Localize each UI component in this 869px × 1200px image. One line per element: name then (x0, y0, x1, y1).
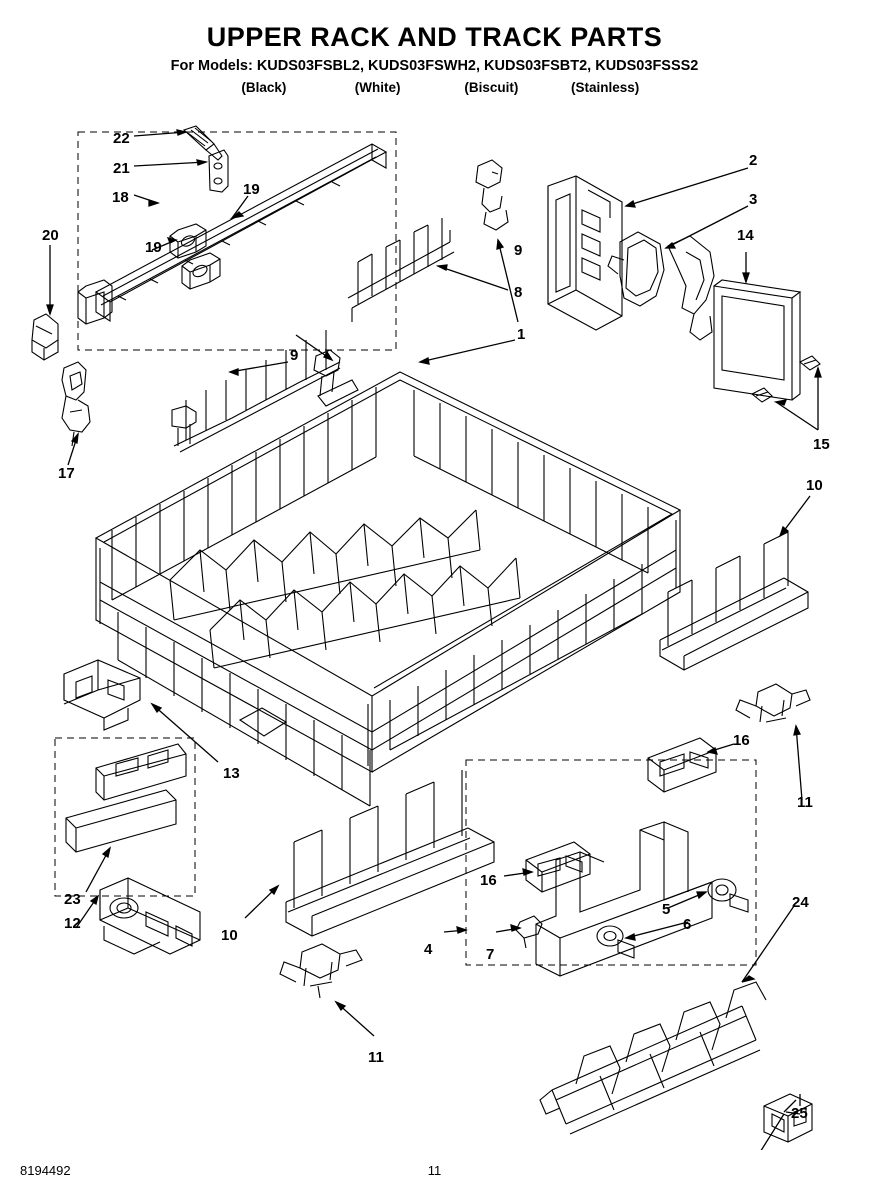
callout-6: 6 (683, 916, 692, 933)
callout-18: 18 (112, 189, 129, 206)
callout-16-lower: 16 (480, 872, 497, 889)
callout-10-right: 10 (806, 477, 823, 494)
callout-12: 12 (64, 915, 81, 932)
callout-16-top: 16 (733, 732, 750, 749)
callout-19-top: 19 (243, 181, 260, 198)
callout-7: 7 (486, 946, 495, 963)
color-label-stainless: (Stainless) (571, 80, 640, 95)
callout-21: 21 (113, 160, 130, 177)
callout-20: 20 (42, 227, 59, 244)
callout-10-bottom: 10 (221, 927, 238, 944)
callout-11-bottom: 11 (368, 1049, 384, 1066)
color-labels (0, 80, 869, 95)
callout-2: 2 (749, 152, 758, 169)
callout-13: 13 (223, 765, 240, 782)
callout-15: 15 (813, 436, 830, 453)
callout-14: 14 (737, 227, 754, 244)
callout-9-middle: 9 (290, 347, 299, 364)
callout-23: 23 (64, 891, 81, 908)
callout-22: 22 (113, 130, 130, 147)
color-label-white: (White) (354, 80, 401, 95)
models-line: For Models: KUDS03FSBL2, KUDS03FSWH2, KUDS03FSBT2, KUDS03FSSS2 (170, 58, 699, 74)
callout-9-top-right: 9 (514, 242, 523, 259)
page-title: UPPER RACK AND TRACK PARTS (206, 22, 663, 52)
callout-24: 24 (792, 894, 809, 911)
callout-11-right: 11 (797, 794, 813, 811)
callout-8: 8 (514, 284, 523, 301)
color-label-biscuit: (Biscuit) (464, 80, 519, 95)
exploded-diagram-artwork (0, 100, 869, 1150)
callout-3: 3 (749, 191, 758, 208)
document-number: 8194492 (20, 1163, 71, 1178)
callout-4: 4 (424, 941, 433, 958)
page-number: 11 (427, 1163, 442, 1178)
callout-1: 1 (517, 326, 526, 343)
callout-25: 25 (791, 1105, 808, 1122)
callout-17: 17 (58, 465, 75, 482)
callout-5: 5 (662, 901, 671, 918)
callout-19-left: 19 (145, 239, 162, 256)
color-label-black: (Black) (241, 80, 287, 95)
